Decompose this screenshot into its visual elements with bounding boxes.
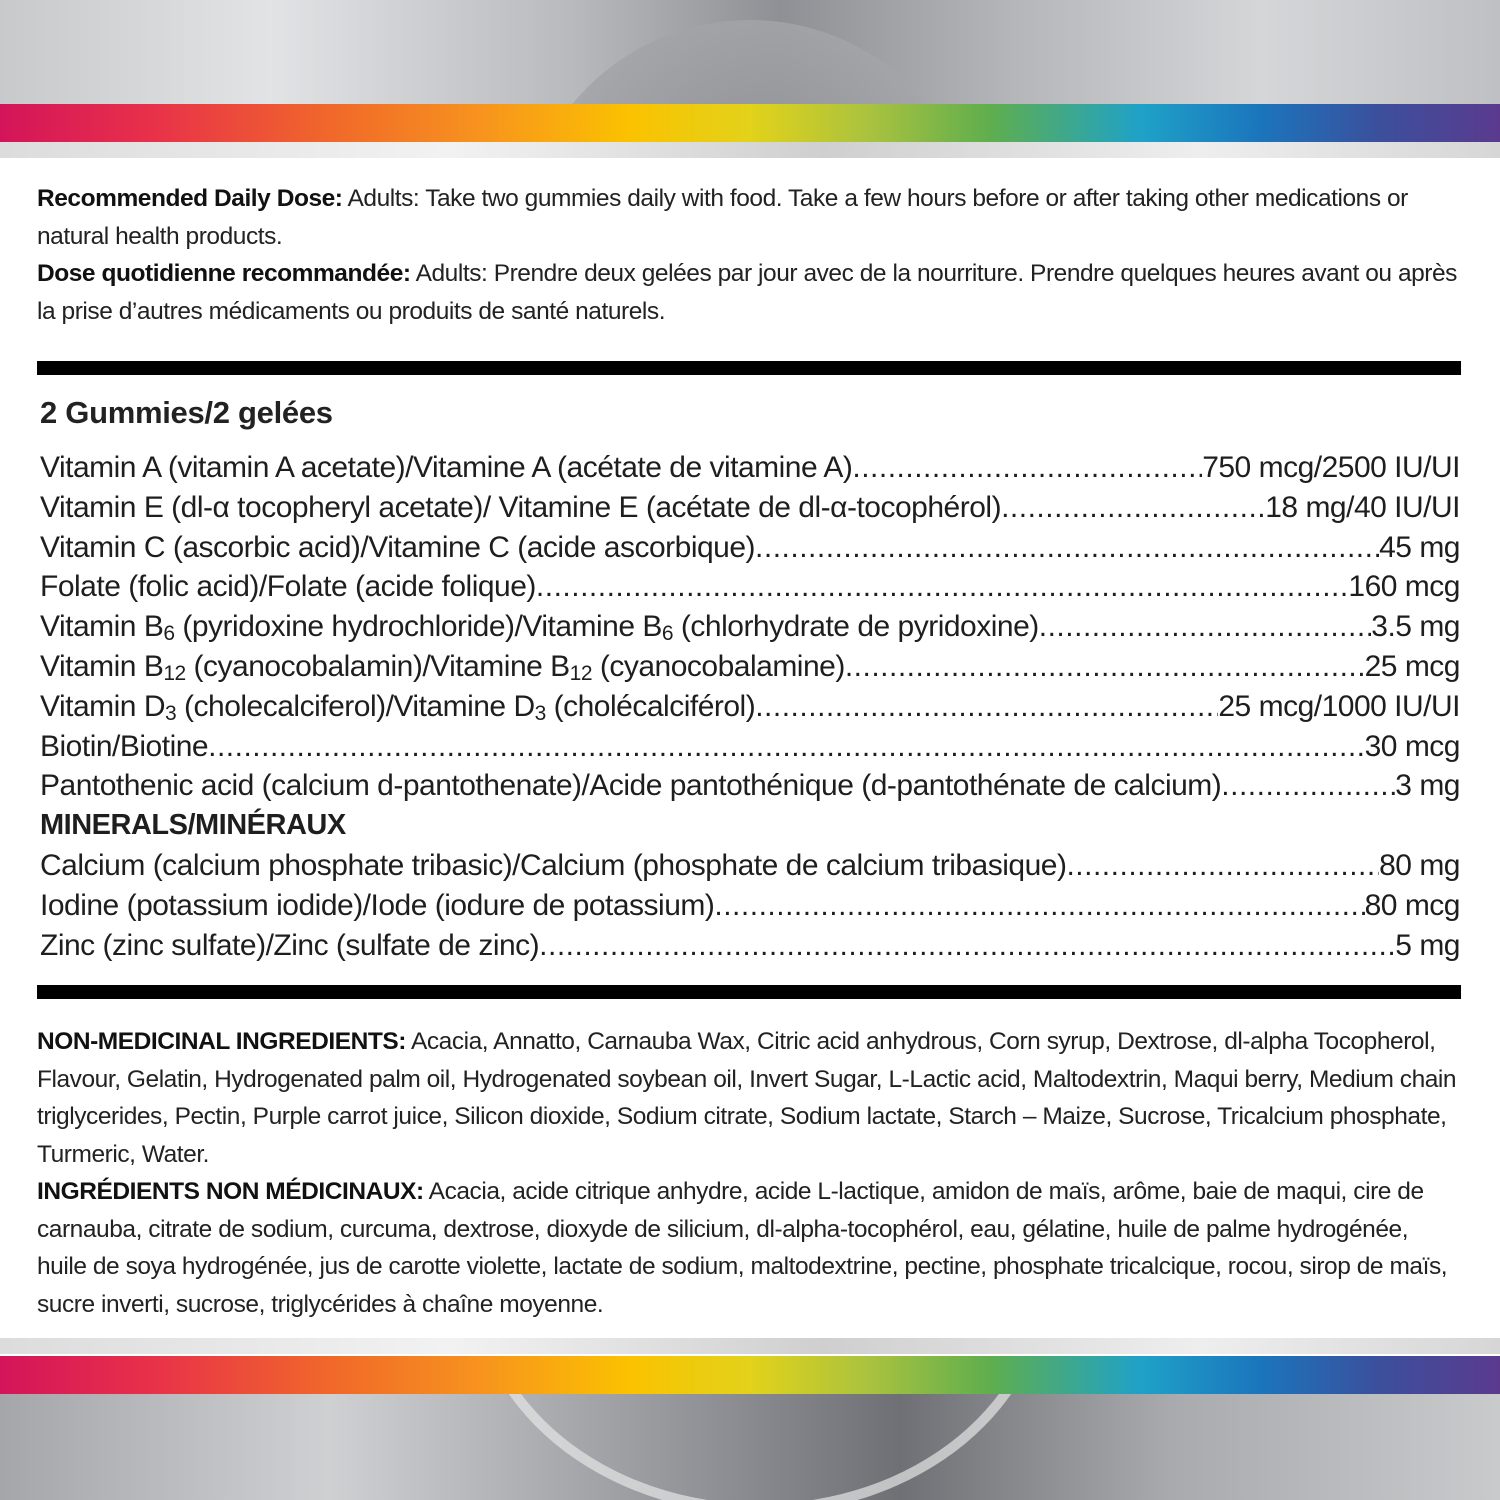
leader-dots xyxy=(208,730,1365,766)
mineral-row xyxy=(40,929,1460,969)
leader-dots xyxy=(1001,491,1265,527)
leader-dots xyxy=(755,690,1218,726)
leader-dots xyxy=(1221,769,1395,805)
mineral-amount: 5 mg xyxy=(1395,928,1460,962)
nutrient-row xyxy=(40,769,1460,809)
mineral-name: Calcium (calcium phosphate tribasic)/Calcium (phosphate de calcium tribasique) xyxy=(40,848,1067,882)
leader-dots xyxy=(852,451,1202,487)
footer-band xyxy=(0,1394,1500,1500)
nutrient-row xyxy=(40,451,1460,491)
nutrient-name: Vitamin A (vitamin A acetate)/Vitamine A (acétate de vitamine A) xyxy=(40,451,853,484)
rule-top xyxy=(37,361,1461,375)
nutrient-row xyxy=(40,690,1460,730)
nutrient-name: Vitamin $D_3$ (cholecalciferol)/Vitamine $D_3$ (cholécalciférol) xyxy=(40,689,756,725)
nutrient-name: Vitamin $B_{12}$ (cyanocobalamin)/Vitamine $B_{12}$ (cyanocobalamine) xyxy=(40,649,845,685)
dose-en-label: Recommended Daily Dose: xyxy=(37,185,343,212)
nutrient-row xyxy=(40,730,1460,770)
leader-dots xyxy=(845,650,1365,686)
rainbow-stripe-top xyxy=(0,104,1500,142)
nutrient-amount: 3.5 mg xyxy=(1371,610,1460,644)
footer-arc xyxy=(470,1394,1050,1500)
nutrient-name: Vitamin $B_6$ (pyridoxine hydrochloride)/Vitamine $B_6$ (chlorhydrate de pyridoxine) xyxy=(40,610,1039,646)
leader-dots xyxy=(1039,610,1372,646)
nutrient-amount: 18 mg/40 IU/UI xyxy=(1265,490,1460,524)
leader-dots xyxy=(714,889,1364,925)
nutrient-row xyxy=(40,491,1460,531)
leader-dots xyxy=(1066,849,1379,885)
nutrient-amount: 25 mcg xyxy=(1364,649,1460,683)
nutrient-amount: 45 mg xyxy=(1379,530,1460,564)
mineral-row xyxy=(40,889,1460,929)
leader-dots xyxy=(539,929,1395,965)
serving-size: 2 Gummies/2 gelées xyxy=(40,395,333,430)
nutrient-amount: 3 mg xyxy=(1395,769,1460,803)
mineral-amount: 80 mcg xyxy=(1364,888,1460,922)
nutrient-name: Vitamin E (dl-α tocopheryl acetate)/ Vitamine E (acétate de dl-α-tocophérol) xyxy=(40,490,1002,524)
mineral-name: Zinc (zinc sulfate)/Zinc (sulfate de zinc) xyxy=(40,928,540,962)
mineral-amount: 80 mg xyxy=(1379,848,1460,882)
ingredients-fr-label: INGRÉDIENTS NON MÉDICINAUX: xyxy=(37,1178,424,1205)
mineral-row xyxy=(40,849,1460,889)
dose-fr-label: Dose quotidienne recommandée: xyxy=(37,260,411,287)
nutrient-name: Folate (folic acid)/Folate (acide folique) xyxy=(40,570,536,604)
dose-fr-text: Adults: Prendre deux gelées par jour avec de la nourriture. Prendre quelques heures avant ou après la prise d’autres médicaments ou produits de santé naturels. xyxy=(37,260,1457,325)
minerals-heading xyxy=(40,809,1460,849)
nutrient-row xyxy=(40,610,1460,650)
recommended-dose xyxy=(37,180,1462,330)
rainbow-stripe-bottom xyxy=(0,1356,1500,1394)
non-medicinal-ingredients xyxy=(37,1023,1462,1323)
nutrient-amount: 750 mcg/2500 IU/UI xyxy=(1202,451,1460,484)
mineral-name: Iodine (potassium iodide)/Iode (iodure de potassium) xyxy=(40,888,715,922)
ingredients-fr-text: Acacia, acide citrique anhydre, acide L-lactique, amidon de maïs, arôme, baie de maqui, cire de carnauba, citrate de sodium, curcuma, dextrose, dioxyde de silicium, dl-alpha-tocophérol, eau, gélatine, huile de palme hydrogénée, huile de soya hydrogénée, jus de carotte violette, lactate de sodium, maltodextrine, pectine, phosphate tricalcique, rocou, sirop de maïs, sucre inverti, sucrose, triglycérides à chaîne moyenne. xyxy=(37,1178,1448,1318)
nutrient-amount: 30 mcg xyxy=(1364,729,1460,763)
dose-en-text: Adults: Take two gummies daily with food. Take a few hours before or after taking other medications or natural health products. xyxy=(37,185,1408,250)
silver-line-top xyxy=(0,142,1500,158)
nutrient-row xyxy=(40,570,1460,610)
ingredients-en-text: Acacia, Annatto, Carnauba Wax, Citric acid anhydrous, Corn syrup, Dextrose, dl-alpha Tocopherol, Flavour, Gelatin, Hydrogenated palm oil, Hydrogenated soybean oil, Invert Sugar, L-Lactic acid, Maltodextrin, Maqui berry, Medium chain triglycerides, Pectin, Purple carrot juice, Silicon dioxide, Sodium citrate, Sodium lactate, Starch – Maize, Sucrose, Tricalcium phosphate, Turmeric, Water. xyxy=(37,1028,1457,1168)
leader-dots xyxy=(755,531,1379,567)
silver-line-bottom xyxy=(0,1338,1500,1354)
nutrient-name: Pantothenic acid (calcium d-pantothenate)/Acide pantothénique (d-pantothénate de calcium) xyxy=(40,769,1222,803)
nutrient-row xyxy=(40,650,1460,690)
header-band xyxy=(0,0,1500,104)
nutrient-amount: 160 mcg xyxy=(1348,570,1460,604)
ingredients-en-label: NON-MEDICINAL INGREDIENTS: xyxy=(37,1028,406,1055)
nutrient-amount: 25 mcg/1000 IU/UI xyxy=(1218,689,1460,723)
nutrient-name: Vitamin C (ascorbic acid)/Vitamine C (acide ascorbique) xyxy=(40,530,756,564)
minerals-heading-text: MINERALS/MINÉRAUX xyxy=(40,809,346,842)
rule-bottom xyxy=(37,985,1461,999)
nutrient-table xyxy=(40,451,1460,968)
nutrient-name: Biotin/Biotine xyxy=(40,729,209,763)
leader-dots xyxy=(536,570,1349,606)
header-arc xyxy=(520,20,980,104)
nutrient-row xyxy=(40,531,1460,571)
